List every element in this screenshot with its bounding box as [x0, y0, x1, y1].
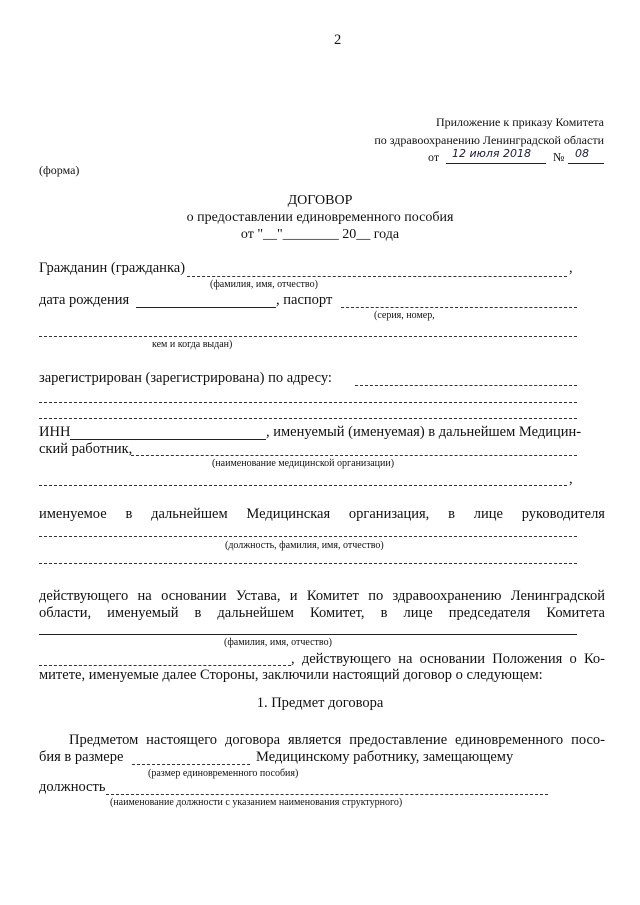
header-number-handwritten: 08 [575, 147, 589, 160]
header-number-underline [568, 163, 604, 164]
issued-hint: кем и когда выдан) [152, 339, 233, 350]
document-subtitle: о предоставлении единовременного пособия [186, 210, 454, 225]
passport-issued-field [39, 336, 577, 337]
registered-label: зарегистрирован (зарегистрирована) по адресу: [39, 370, 332, 386]
form-label: (форма) [39, 163, 80, 177]
passport-field [341, 307, 577, 308]
position-field [106, 794, 548, 795]
header-date-underline [446, 163, 546, 164]
passport-hint: (серия, номер, [374, 310, 435, 321]
head-field-line-2 [39, 563, 577, 564]
acting-line-2: области, именуемый в дальнейшем Комитет, в лице председателя Комитета [39, 605, 605, 621]
inn-tail: , именуемый (именуемая) в дальнейшем Медицин- [266, 424, 582, 440]
named-org-line: именуемое в дальнейшем Медицинская организация, в лице руководителя [39, 506, 605, 522]
document-title: ДОГОВОР [287, 193, 353, 208]
section-1-heading: 1. Предмет договора [256, 695, 384, 711]
document-date-line: от "__"________ 20__ года [240, 227, 400, 242]
inn-field [70, 439, 266, 440]
amount-field [132, 764, 250, 765]
birthdate-label: дата рождения [39, 292, 130, 308]
address-line-2 [39, 402, 577, 403]
org-field [131, 455, 577, 456]
citizen-label: Гражданин (гражданка) [39, 260, 186, 276]
header-line-1: Приложение к приказу Комитета [435, 115, 604, 129]
birthdate-field [136, 307, 276, 308]
header-date-handwritten: 12 июля 2018 [452, 147, 532, 160]
header-line-2: по здравоохранению Ленинградской области [374, 133, 604, 147]
section-1-para-line-2a: бия в размере [39, 749, 124, 765]
citizen-hint: (фамилия, имя, отчество) [210, 279, 318, 290]
section-1-para-line-2b: Медицинскому работнику, замещающему [256, 749, 514, 765]
registered-field [355, 385, 577, 386]
citizen-field [187, 276, 567, 277]
page-number: 2 [334, 32, 342, 48]
header-from-prefix: от [428, 150, 440, 164]
acting-line-1: действующего на основании Устава, и Комитет по здравоохранению Ленинградской [39, 588, 605, 604]
position-label: должность [39, 779, 106, 795]
head-field [39, 536, 577, 537]
inn-label: ИНН [39, 424, 71, 440]
org-field-line-2 [39, 485, 567, 486]
chair-field-line-2 [39, 665, 291, 666]
worker-label: ский работник, [39, 441, 133, 457]
org-hint: (наименование медицинской организации) [212, 458, 395, 469]
passport-label: , паспорт [276, 292, 333, 308]
position-hint: (наименование должности с указанием наименования структурного) [110, 797, 403, 808]
chair-hint: (фамилия, имя, отчество) [224, 637, 332, 648]
acting-line-3: , действующего на основании Положения о Ко- [291, 651, 605, 667]
acting-line-4: митете, именуемые далее Стороны, заключили настоящий договор о следующем: [39, 667, 543, 683]
address-line-3 [39, 418, 577, 419]
head-hint: (должность, фамилия, имя, отчество) [225, 540, 384, 551]
chair-field [39, 634, 577, 635]
header-number-prefix: № [553, 150, 565, 164]
amount-hint: (размер единовременного пособия) [148, 768, 299, 779]
section-1-para-line-1: Предметом настоящего договора является предоставление единовременного посо- [69, 732, 605, 748]
